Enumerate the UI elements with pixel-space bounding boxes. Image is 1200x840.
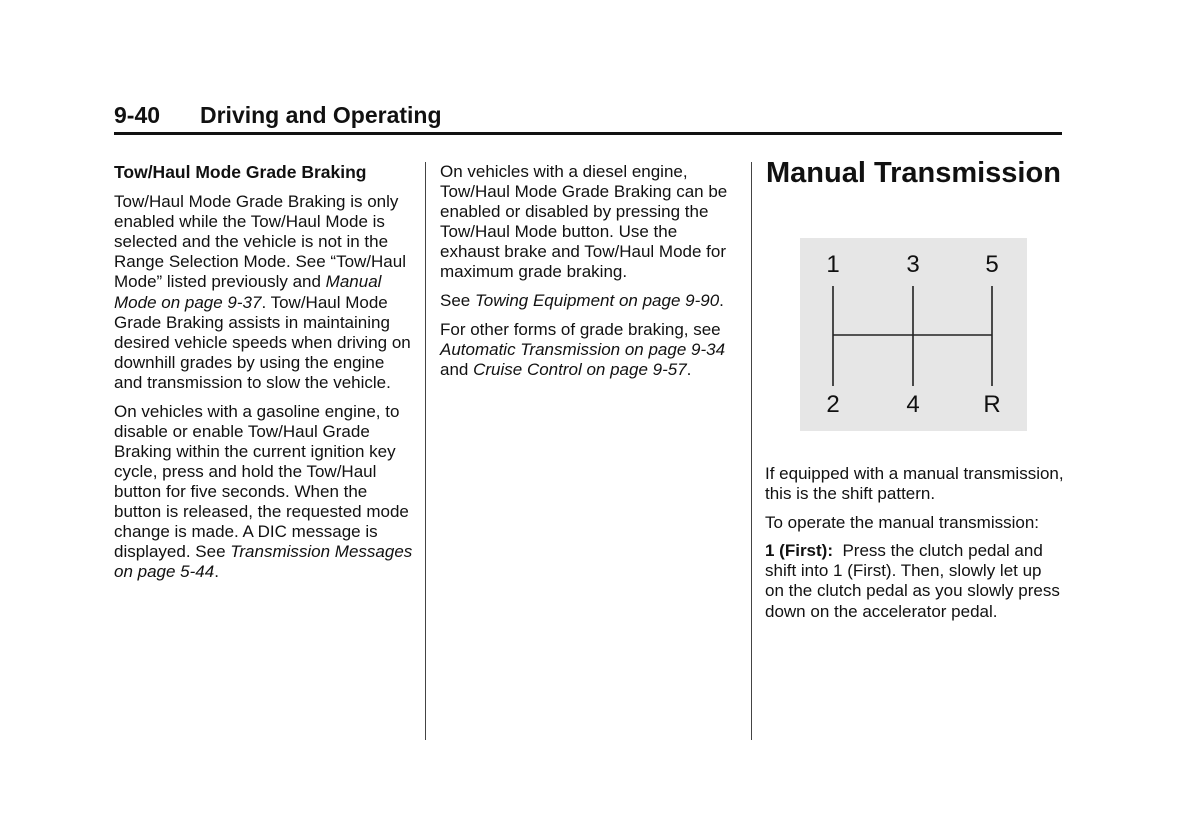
gear-label-4: 4 [906, 391, 920, 418]
paragraph: Tow/Haul Mode Grade Braking is only enabled while the Tow/Haul Mode is selected and the vehicle is not in the Range Selection Mode. See “Tow/Haul Mode” listed previously and Manual Mode on page 9-37. Tow/Haul Mode Grade Braking assists in maintaining desired vehicle speeds when driving on downhill grades by using the engine and transmission to slow the vehicle. [114, 192, 411, 392]
paragraph: 1 (First): Press the clutch pedal and shift into 1 (First). Then, slowly let up on the clutch pedal as you slowly press down on the accelerator pedal. [765, 541, 1065, 621]
gear-label-1: 1 [826, 251, 840, 278]
gear-label-r: R [983, 391, 1001, 418]
section-heading: Manual Transmission [766, 157, 1061, 189]
gear-label-3: 3 [906, 251, 920, 278]
cross-reference: Manual Mode on page 9-37 [114, 272, 382, 312]
paragraph: To operate the manual transmission: [765, 512, 1040, 532]
column-divider [425, 162, 426, 740]
gear-label-2: 2 [826, 391, 840, 418]
gear-label-5: 5 [985, 251, 999, 278]
page-header [114, 100, 1062, 135]
cross-reference: Automatic Transmission on page 9-34 [440, 339, 726, 359]
column-right [765, 464, 1065, 630]
page-number: 9-40 [114, 102, 161, 128]
column-left [114, 162, 414, 591]
step-label: 1 (First): [765, 541, 833, 561]
shift-pattern-diagram [800, 238, 1027, 431]
paragraph: If equipped with a manual transmission, this is the shift pattern. [765, 464, 1064, 504]
cross-reference: Cruise Control on page 9-57 [473, 359, 687, 379]
paragraph: On vehicles with a diesel engine, Tow/Haul Mode Grade Braking can be enabled or disabled by pressing the Tow/Haul Mode button. Use the exhaust brake and Tow/Haul Mode for maximum grade braking. [440, 162, 728, 282]
section-title: Driving and Operating [200, 102, 442, 128]
cross-reference: Transmission Messages on page 5-44 [114, 542, 413, 582]
cross-reference: Towing Equipment on page 9-90 [474, 291, 720, 311]
paragraph: On vehicles with a gasoline engine, to disable or enable Tow/Haul Grade Braking within the current ignition key cycle, press and hold the Tow/Haul button for five seconds. When the button is released, the requested mode change is made. A DIC message is displayed. See Transmission Messages on page 5-44. [114, 401, 413, 582]
paragraph: See Towing Equipment on page 9-90. [440, 291, 724, 311]
column-middle [440, 162, 740, 388]
paragraph: For other forms of grade braking, see Automatic Transmission on page 9-34 and Cruise Control on page 9-57. [440, 319, 726, 379]
subsection-heading: Tow/Haul Mode Grade Braking [114, 162, 367, 182]
column-divider [751, 162, 752, 740]
